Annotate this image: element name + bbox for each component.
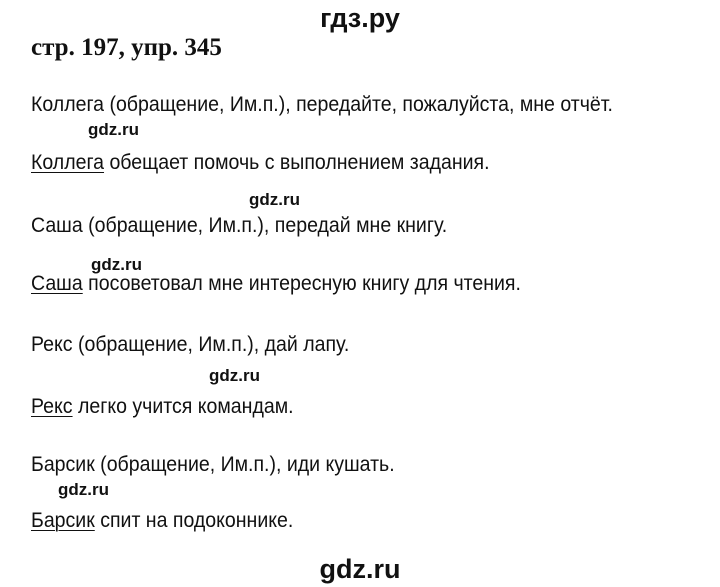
footer-watermark: gdz.ru	[319, 554, 401, 584]
watermark: gdz.ru	[88, 120, 139, 139]
watermark: gdz.ru	[209, 366, 260, 385]
sentence-address-4: Барсик (обращение, Им.п.), иди кушать.	[31, 453, 395, 476]
sentence-subject-2	[31, 271, 521, 297]
page-reference: стр. 197, упр. 345	[31, 34, 222, 61]
sentence-subject-4	[31, 508, 293, 534]
sentence-rest: обещает помочь с выполнением задания.	[104, 151, 490, 174]
watermark: gdz.ru	[58, 480, 109, 499]
subject-word: Коллега	[31, 151, 105, 174]
sentence-address-3: Рекс (обращение, Им.п.), дай лапу.	[31, 333, 350, 356]
site-header: гдз.ру	[320, 3, 400, 33]
sentence-subject-3	[31, 394, 294, 420]
subject-word: Рекс	[31, 395, 73, 418]
sentence-subject-1	[31, 150, 490, 176]
sentence-rest: легко учится командам.	[72, 395, 294, 418]
subject-word: Барсик	[31, 509, 95, 532]
sentence-address-2: Саша (обращение, Им.п.), передай мне книгу.	[31, 214, 448, 237]
sentence-address-1: Коллега (обращение, Им.п.), передайте, пожалуйста, мне отчёт.	[31, 93, 613, 116]
subject-word: Саша	[31, 272, 83, 295]
watermark: gdz.ru	[91, 255, 142, 274]
sentence-rest: посоветовал мне интересную книгу для чтения.	[82, 272, 521, 295]
sentence-rest: спит на подоконнике.	[94, 509, 294, 532]
watermark: gdz.ru	[249, 190, 300, 209]
